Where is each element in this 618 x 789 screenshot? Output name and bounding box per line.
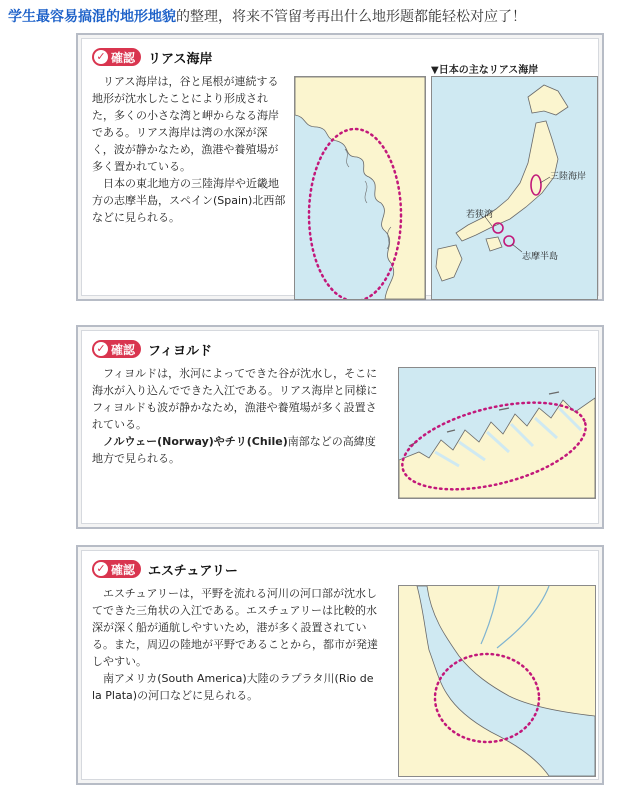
headline: [8, 6, 608, 28]
estuary-paragraph-1: エスチュアリーは，平野を流れる河川の河口部が沈水してできた三角状の入江である。エスチュアリーは比較的水深が深く船が通航しやすいため，港が多く設置されている。また，周辺の陸地が平野であることから，都市が発達しやすい。: [92, 587, 378, 668]
headline-text: 的整理，将来不管留考再出什么地形题都能轻松对应了！: [176, 9, 526, 25]
ria-title: リアス海岸: [148, 51, 213, 67]
fjord-body: [92, 365, 386, 467]
card-estuary-header: [92, 559, 238, 579]
ria-paragraph-1: リアス海岸は，谷と尾根が連続する地形が沈水したことにより形成された，多くの小さな湾と岬からなる海岸である。リアス海岸は湾の水深が深く，波が静かなため，漁港や養殖場が多く置かれている。: [92, 75, 279, 173]
fjord-paragraph-2: [92, 433, 386, 467]
shima-label: 志摩半島: [522, 252, 559, 262]
ria-closeup-map: [294, 76, 426, 300]
fjord-paragraph-2-rest: 南部などの高緯度地方で見られる。: [92, 435, 376, 465]
badge-label: 確認: [111, 562, 136, 577]
confirm-badge: [92, 340, 141, 358]
confirm-badge: [92, 560, 141, 578]
card-ria-coast: [76, 33, 604, 301]
fjord-map: [398, 367, 596, 499]
check-icon: ✓: [94, 342, 108, 356]
estuary-map: [398, 585, 596, 777]
estuary-title: エスチュアリー: [148, 563, 238, 579]
fjord-map-svg: [399, 368, 595, 498]
badge-label: 確認: [111, 342, 136, 357]
ria-closeup-svg: [295, 77, 425, 299]
card-ria-inner: [81, 38, 599, 296]
fjord-paragraph-1: フィヨルドは，氷河によってできた谷が沈水し，そこに海水が入り込んでできた入江である。リアス海岸と同様にフィヨルドも波が静かなため，漁港や養殖場が多く設置されている。: [92, 367, 378, 431]
card-estuary-inner: [81, 550, 599, 780]
headline-link[interactable]: 学生最容易搞混的地形地貌: [8, 9, 176, 25]
wakasa-label: 若狭湾: [466, 210, 494, 220]
confirm-badge: [92, 48, 141, 66]
card-fjord: [76, 325, 604, 529]
badge-label: 確認: [111, 50, 136, 65]
estuary-body: [92, 585, 386, 704]
check-icon: ✓: [94, 50, 108, 64]
ria-paragraph-2: 日本の東北地方の三陸海岸や近畿地方の志摩半島，スペイン(Spain)北西部などに見られる。: [92, 177, 286, 224]
card-fjord-header: [92, 339, 212, 359]
japan-map: [431, 76, 598, 300]
card-estuary: [76, 545, 604, 785]
fjord-paragraph-2-lead: ノルウェー(Norway)やチリ(Chile): [103, 435, 288, 448]
fjord-title: フィヨルド: [148, 343, 212, 359]
card-fjord-inner: [81, 330, 599, 524]
japan-map-caption: ▼日本の主なリアス海岸: [431, 65, 539, 76]
check-icon: ✓: [94, 562, 108, 576]
card-ria-header: [92, 47, 213, 67]
estuary-paragraph-2: 南アメリカ(South America)大陸のラプラタ川(Rio de la Plata)の河口などに見られる。: [92, 672, 374, 702]
japan-map-svg: [432, 77, 597, 299]
ria-body: [92, 73, 288, 226]
sanriku-label: 三陸海岸: [550, 172, 587, 182]
estuary-map-svg: [399, 586, 595, 776]
